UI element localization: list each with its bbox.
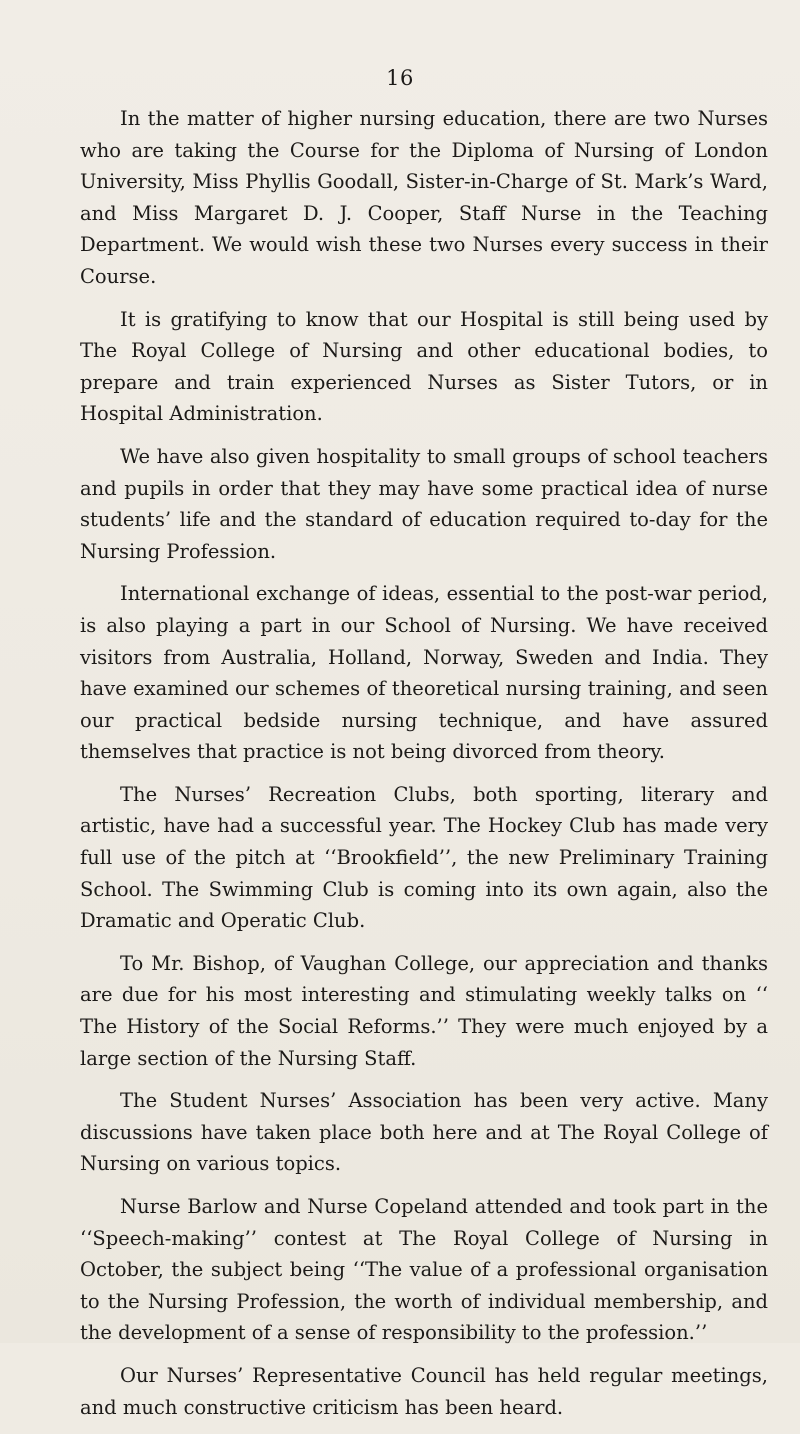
page-number: 16 [386,66,414,90]
body-text [80,103,768,1434]
paragraph-royal-college-training: It is gratifying to know that our Hospital is still being used by The Royal College of Nursing and other educational bodies, to prepare and train experienced Nurses as Sister Tutors, or in Hospital Administration. [80,307,768,426]
paragraph-representative-council: Our Nurses’ Representative Council has held regular meetings, and much constructive criticism has been heard. [80,1363,768,1419]
paragraph-vaughan-college-talks: To Mr. Bishop, of Vaughan College, our appreciation and thanks are due for his most interesting and stimulating weekly talks on ‘‘ The History of the Social Reforms.’’ They were much enjoyed by a large section of the Nursing Staff. [80,951,768,1070]
paragraph-school-hospitality: We have also given hospitality to small groups of school teachers and pupils in order that they may have some practical idea of nurse students’ life and the standard of education required to-day for the Nursing Profession. [80,444,768,563]
paragraph-nursing-education: In the matter of higher nursing education, there are two Nurses who are taking the Course for the Diploma of Nursing of London University, Miss Phyllis Goodall, Sister-in-Charge of St. Mark’s Ward, and Miss Margaret D. J. Cooper, Staff Nurse in the Teaching Department. We would wish these two Nurses every success in their Course. [80,107,768,288]
paragraph-student-nurses-association: The Student Nurses’ Association has been very active. Many discussions have taken place both here and at The Royal College of Nursing on various topics. [80,1089,768,1176]
paragraph-international-exchange: International exchange of ideas, essential to the post-war period, is also playing a part in our School of Nursing. We have received visitors from Australia, Holland, Norway, Sweden and India. They have examined our schemes of theoretical nursing training, and seen our practical bedside nursing technique, and have assured themselves that practice is not being divorced from theory. [80,582,768,764]
paragraph-recreation-clubs: The Nurses’ Recreation Clubs, both sporting, literary and artistic, have had a successful year. The Hockey Club has made very full use of the pitch at ‘‘Brookfield’’, the new Preliminary Training School. The Swimming Club is coming into its own again, also the Dramatic and Operatic Club. [80,782,768,933]
paragraph-speech-making-contest: Nurse Barlow and Nurse Copeland attended and took part in the ‘‘Speech-making’’ contest at The Royal College of Nursing in October, the subject being ‘‘The value of a professional organisation to the Nursing Profession, the worth of individual membership, and the development of a sense of responsibility to the profession.’’ [80,1195,768,1345]
